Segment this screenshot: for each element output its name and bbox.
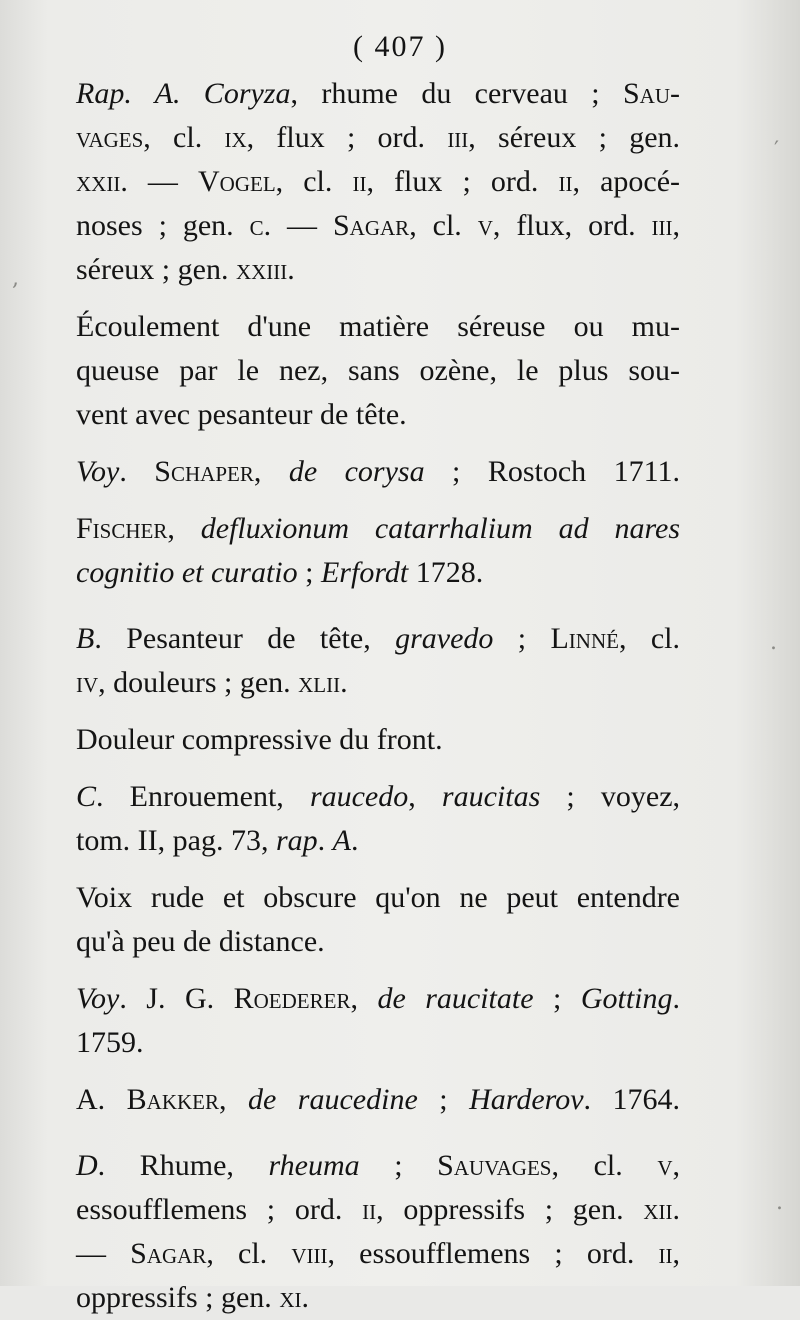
text-line: noses ; gen. c. — Sagar, cl. v, flux, ord. iii, (76, 209, 680, 242)
page-body (76, 72, 680, 1320)
text-line: iv, douleurs ; gen. xlii. (76, 666, 348, 699)
text-line: qu'à peu de distance. (76, 925, 325, 958)
text-line: — Sagar, cl. viii, essoufflemens ; ord. ii, (76, 1237, 681, 1270)
text-line: essoufflemens ; ord. ii, oppressifs ; gen. xii. (76, 1193, 680, 1226)
margin-mark: , (12, 266, 19, 291)
text-line: Douleur compressive du front. (76, 723, 443, 756)
text-line: 1759. (76, 1026, 144, 1059)
text-line: oppressifs ; gen. xi. (76, 1281, 309, 1314)
text-line: vages, cl. ix, flux ; ord. iii, séreux ; gen. (76, 121, 681, 154)
text-line: Écoulement d'une matière séreuse ou mu- (76, 310, 680, 343)
text-line: Voy. J. G. Roederer, de raucitate ; Gotting. (76, 982, 681, 1015)
text-line: vent avec pesanteur de tête. (76, 398, 407, 431)
text-line: Voix rude et obscure qu'on ne peut entendre (76, 881, 680, 914)
text-line: B. Pesanteur de tête, gravedo ; Linné, cl. (76, 622, 680, 655)
text-line: A. Bakker, de raucedine ; Harderov. 1764. (76, 1083, 681, 1116)
text-line: Voy. Schaper, de corysa ; Rostoch 1711. (76, 455, 681, 488)
text-line: Rap. A. Coryza, rhume du cerveau ; Sau- (76, 77, 680, 110)
text-line: C. Enrouement, raucedo, raucitas ; voyez, (76, 780, 681, 813)
text-line: tom. II, pag. 73, rap. A. (76, 824, 359, 857)
text-line: xxii. — Vogel, cl. ii, flux ; ord. ii, apocé- (76, 165, 681, 198)
text-line: séreux ; gen. xxiii. (76, 253, 295, 286)
margin-mark: . (776, 1190, 783, 1215)
text-line: cognitio et curatio ; Erfordt 1728. (76, 556, 484, 589)
text-line: Fischer, defluxionum catarrhalium ad nares (76, 512, 680, 545)
text-line: queuse par le nez, sans ozène, le plus sou- (76, 354, 680, 387)
margin-mark: ′ (774, 138, 779, 163)
page-number: ( 407 ) (353, 30, 447, 63)
margin-mark: . (770, 630, 777, 655)
text-line: D. Rhume, rheuma ; Sauvages, cl. v, (76, 1149, 680, 1182)
